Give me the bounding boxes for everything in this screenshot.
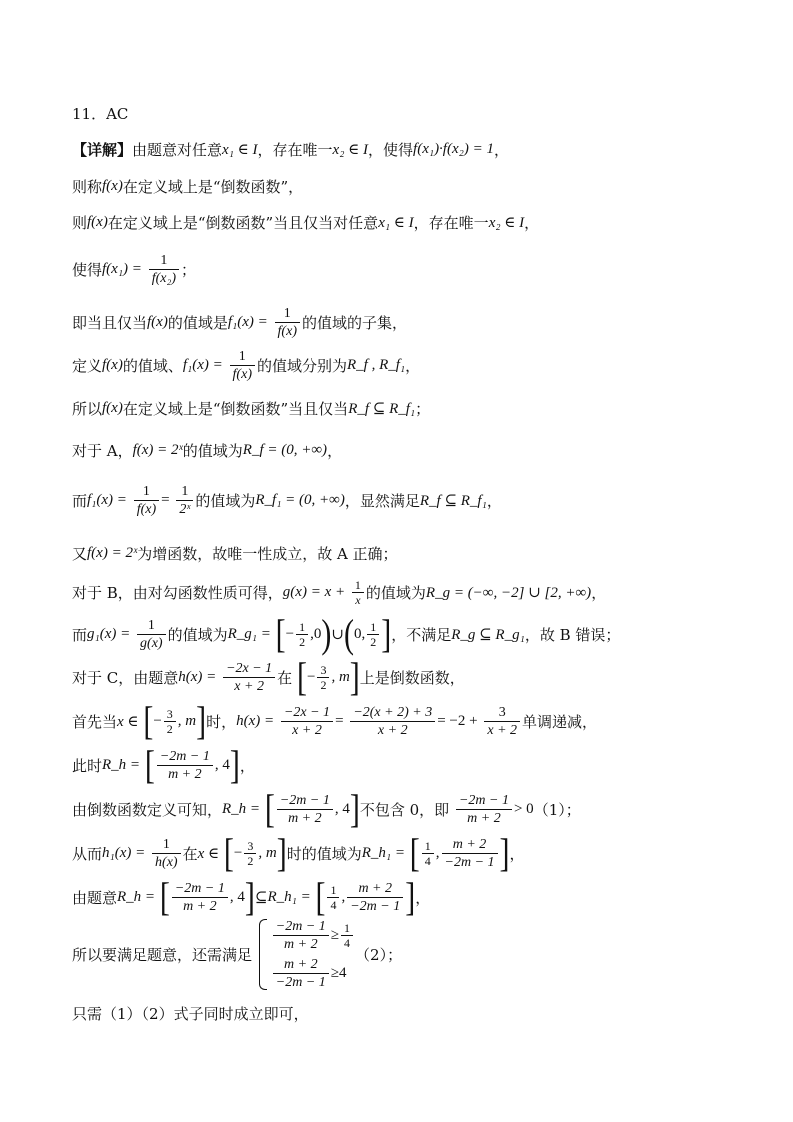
line-therefore: 所以f(x)在定义域上是“倒数函数”当且仅当R_f ⊆ R_f₁； [72, 400, 431, 418]
fraction-m-inverse: $\frac{m + 2}{-2m - 1}$ [442, 836, 498, 871]
line-final: 只需（1）（2）式子同时成立即可， [72, 1005, 309, 1023]
line-monotonic: 首先当x ∈ [− $\frac{3}{2}$ , m]时，h(x) = $\frac{-2x - 1}{x + 2}$ = $\frac{-2(x + 2) + 3}{x + 2}$ = −2 + $\frac{3}{x + 2}$ 单调递减， [72, 698, 598, 744]
line-definition: 【详解】由题意对任意x₁ ∈ I，存在唯一x₂ ∈ I，使得f(x₁)·f(x₂) = 1， [72, 141, 509, 159]
line-range-subset: 即当且仅当f(x)的值域是f₁(x) = $\frac{1}{f(x)}$ 的值域的子集， [72, 306, 407, 339]
line-such-that: 使得f(x₁) = $\frac{1}{\text{f(x₂)}}$ ； [72, 253, 197, 286]
fraction-1-over-hx: $\frac{1}{h(x)}$ [152, 836, 181, 871]
fraction-m: $\frac{-2m - 1}{m + 2}$ [277, 792, 333, 827]
fraction-1-over-fx: $\frac{1}{f(x)}$ [134, 483, 159, 518]
line-condition-1: 由倒数函数定义可知，R_h = [ $\frac{-2m - 1}{m + 2}$ , 4]不包含 0，即 $\frac{-2m - 1}{m + 2}$ > 0（1）； [72, 786, 581, 832]
fraction-3-over-2: $\frac{3}{2}$ [317, 663, 329, 692]
line-option-b: 对于 B，由对勾函数性质可得，g(x) = x + $\frac{1}{x}$ 的值域为R_g = (−∞, −2] ∪ [2, +∞)， [72, 578, 607, 607]
line-define-ranges: 定义f(x)的值域、f₁(x) = $\frac{1}{f(x)}$ 的值域分别为R_f , R_f₁， [72, 349, 421, 382]
line-option-a-conclusion: 又f(x) = 2ˣ为增函数，故唯一性成立，故 A 正确； [72, 545, 398, 563]
line-option-a: 对于 A，f(x) = 2ˣ的值域为R_f = (0, +∞)， [72, 442, 343, 460]
fraction-half: $\frac{1}{2}$ [296, 620, 308, 649]
system-row-2: $\frac{m + 2}{-2m - 1}$ ≥4 [271, 956, 355, 991]
line-h1-range: 从而h₁(x) = $\frac{1}{h(x)}$ 在x ∈ [− $\frac{3}{2}$ , m]时的值域为R_h₁ = [ $\frac{1}{4}$ , $\frac{m + 2}{-2m - 1}$ ]， [72, 830, 525, 876]
fraction-1-over-4: $\frac{1}{4}$ [422, 839, 434, 868]
detail-tag: 【详解】 [72, 141, 133, 159]
fraction-m-inverse: $\frac{m + 2}{-2m - 1}$ [273, 956, 329, 991]
line-option-c: 对于 C，由题意h(x) = $\frac{-2x - 1}{x + 2}$ 在 [− $\frac{3}{2}$ , m]上是倒数函数， [72, 654, 465, 700]
fraction-m: $\frac{-2m - 1}{m + 2}$ [172, 880, 228, 915]
inequality-system [257, 915, 355, 994]
line-called: 则称f(x)在定义域上是“倒数函数”， [72, 178, 304, 196]
line-option-a-f1: 而f₁(x) = $\frac{1}{f(x)}$ = $\frac{1}{\text{2ˣ}}$ 的值域为R_f₁ = (0, +∞)，显然满足R_f ⊆ R_f₁， [72, 484, 502, 517]
fraction-hx: $\frac{-2x - 1}{x + 2}$ [223, 660, 275, 695]
fraction-half: $\frac{1}{2}$ [367, 620, 379, 649]
fraction-hx: $\frac{-2x - 1}{x + 2}$ [281, 704, 333, 739]
fraction-1-over-2x: $\frac{1}{\text{2ˣ}}$ [176, 483, 193, 518]
fraction-m: $\frac{-2m - 1}{m + 2}$ [273, 918, 329, 953]
fraction-3-over-2: $\frac{3}{2}$ [244, 839, 256, 868]
line-system: 所以要满足题意，还需满足 $\frac{-2m - 1}{m + 2}$ ≥ $\frac{1}{4}$ $\frac{m + 2}{-2m - 1}$ ≥4 （2）； [72, 915, 402, 994]
system-row-1: $\frac{-2m - 1}{m + 2}$ ≥ $\frac{1}{4}$ [271, 918, 355, 953]
line-range-h: 此时R_h = [ $\frac{-2m - 1}{m + 2}$ , 4]， [72, 742, 255, 788]
fraction-m: $\frac{-2m - 1}{m + 2}$ [456, 792, 512, 827]
line-iff: 则f(x)在定义域上是“倒数函数”当且仅当对任意x₁ ∈ I，存在唯一x₂ ∈ I， [72, 214, 540, 232]
answer-heading: 11．AC [72, 105, 129, 123]
fraction-3-over-2: $\frac{3}{2}$ [164, 707, 176, 736]
fraction-3-over-x-plus-2: $\frac{3}{x + 2}$ [484, 704, 520, 739]
fraction-1-over-4: $\frac{1}{4}$ [341, 921, 353, 950]
fraction-1-over-4: $\frac{1}{4}$ [327, 883, 339, 912]
fraction-hx-expanded: $\frac{-2(x + 2) + 3}{x + 2}$ [350, 704, 435, 739]
line-option-b-g1: 而g₁(x) = $\frac{1}{g(x)}$ 的值域为R_g₁ = [− $\frac{1}{2}$ ,0)∪(0, $\frac{1}{2}$ ]，不满足R_g ⊆ R_g₁，故 B 错误； [72, 611, 621, 657]
fraction-1-over-fx2: $\frac{1}{\text{f(x₂)}}$ [149, 252, 179, 287]
fraction-m: $\frac{-2m - 1}{m + 2}$ [157, 748, 213, 783]
fraction-1-over-fx: $\frac{1}{f(x)}$ [230, 348, 255, 383]
fraction-m-inverse: $\frac{m + 2}{-2m - 1}$ [347, 880, 403, 915]
fraction-1-over-gx: $\frac{1}{g(x)}$ [137, 617, 166, 652]
fraction-1-over-x: $\frac{1}{x}$ [352, 578, 364, 607]
fraction-1-over-fx: $\frac{1}{f(x)}$ [275, 305, 300, 340]
line-subset-condition: 由题意R_h = [ $\frac{-2m - 1}{m + 2}$ , 4]⊆R_h₁ = [ $\frac{1}{4}$ , $\frac{m + 2}{-2m - 1}$ ]， [72, 874, 431, 920]
